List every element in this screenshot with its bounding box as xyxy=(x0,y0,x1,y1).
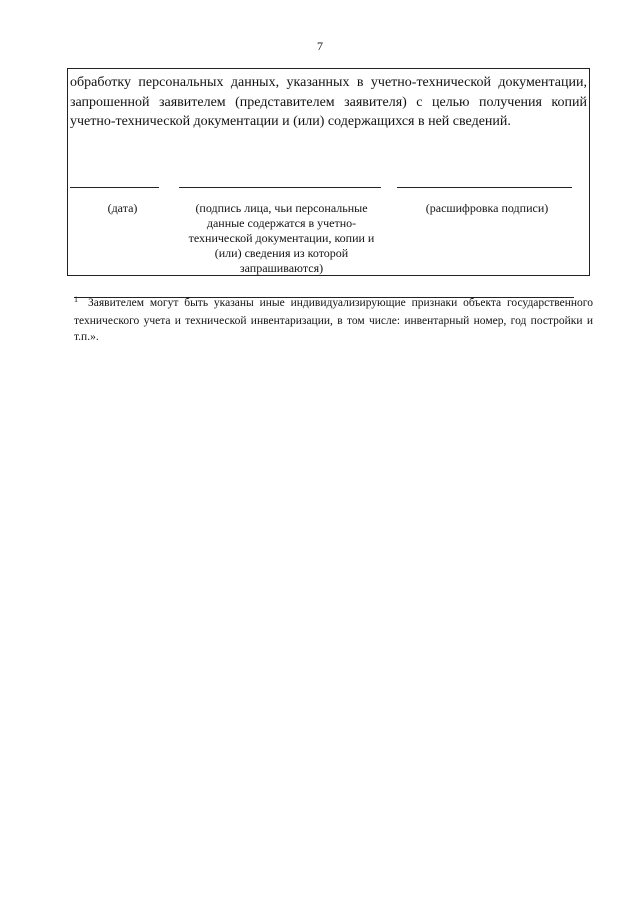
signature-blank-line xyxy=(179,187,381,188)
signature-caption: (подпись лица, чьи персональные данные содержатся в учетно-технической документации, копии и (или) сведения из которой запрашиваются) xyxy=(188,201,375,275)
decoding-caption: (расшифровка подписи) xyxy=(425,201,549,215)
footnote xyxy=(74,295,593,346)
consent-box xyxy=(67,68,590,276)
footnote-mark: 1 xyxy=(74,295,78,304)
footnote-text: Заявителем могут быть указаны иные индивидуализирующие признаки объекта государственного технического учета и технической инвентаризации, в том числе: инвентарный номер, год постройки и т.п.». xyxy=(74,297,593,343)
date-caption: (дата) xyxy=(107,201,138,215)
decoding-blank-line xyxy=(397,187,572,188)
date-blank-line xyxy=(70,187,159,188)
consent-paragraph: обработку персональных данных, указанных в учетно-технической документации, запрошенной заявителем (представителем заявителя) с целью получения копий учетно-технической документации и (или) содержащихся в ней сведений. xyxy=(70,75,587,129)
page-number: 7 xyxy=(317,39,323,53)
